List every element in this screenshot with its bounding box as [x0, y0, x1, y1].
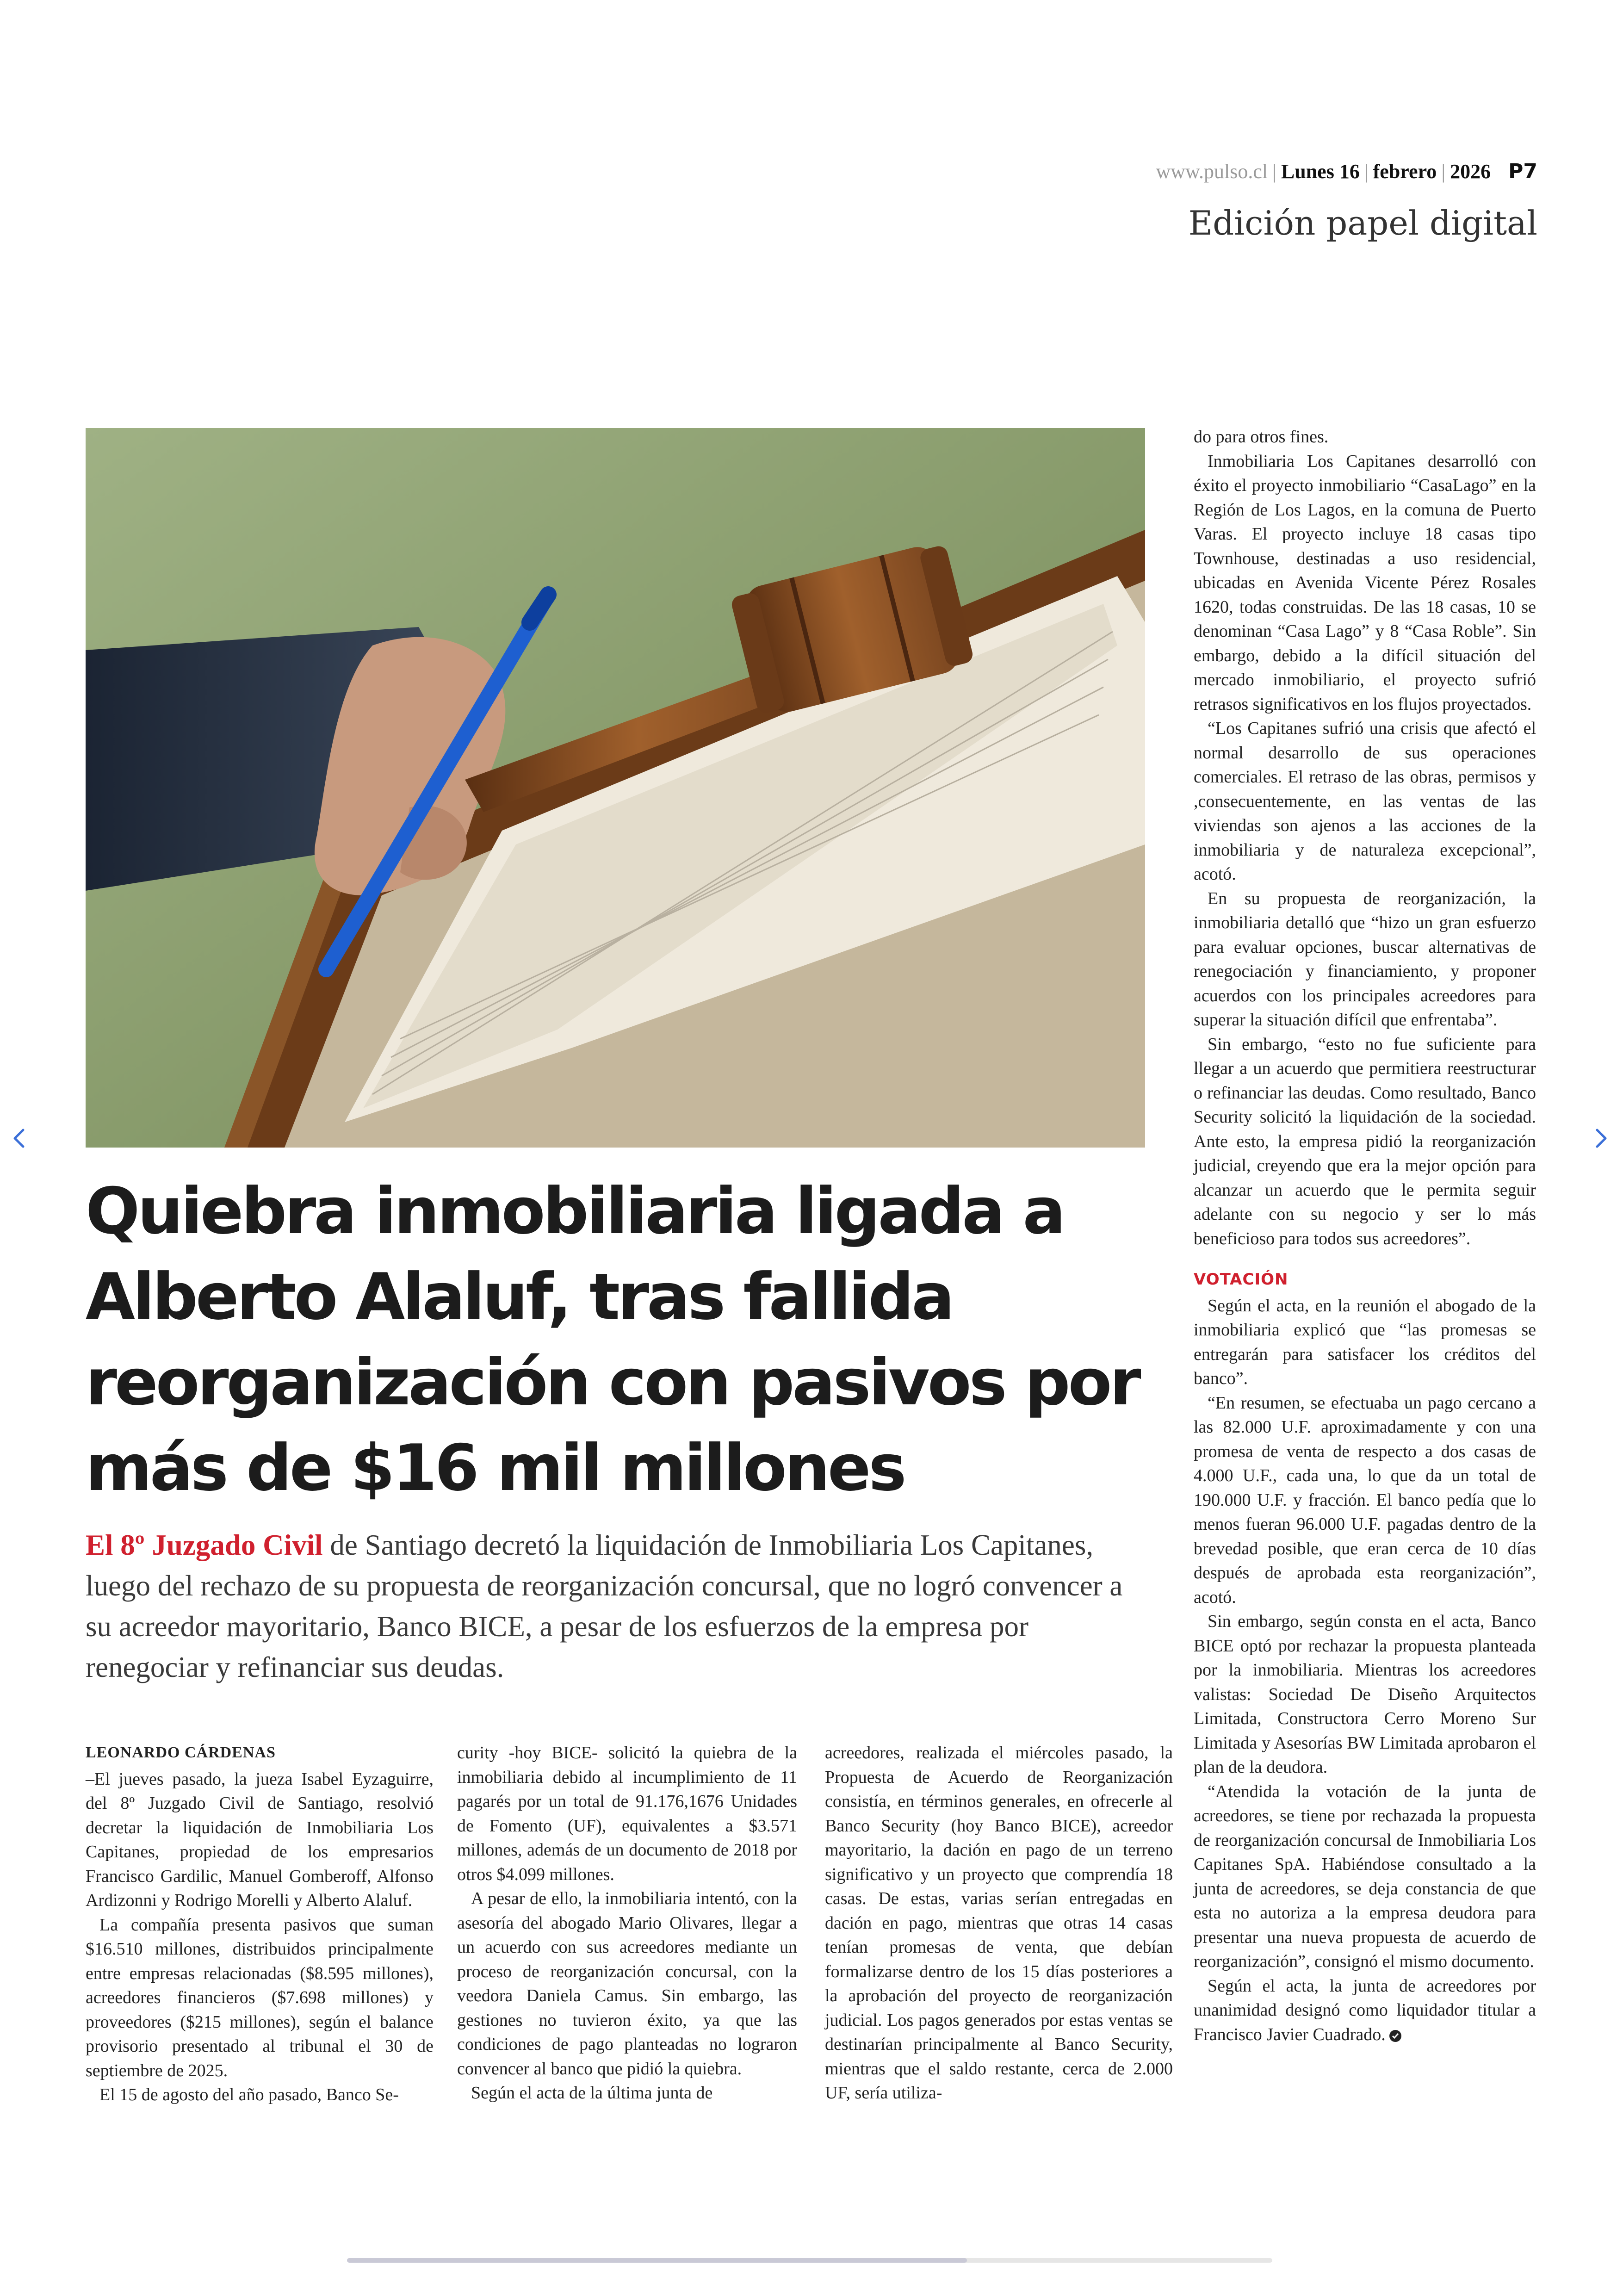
- last-paragraph: [1194, 1974, 1536, 2047]
- headline: Quiebra inmobiliaria ligada a Alberto Alaluf, tras fallida reorganización con pasivos por más de $16 mil millones: [86, 1174, 1139, 1505]
- paragraph-text: Según el acta, la junta de acreedores por unanimidad designó como liquidador titular a Francisco Javier Cuadrado.: [1194, 1976, 1536, 2044]
- paragraph: “Los Capitanes sufrió una crisis que afectó el normal desarrollo de sus operaciones comerciales. El retraso de las obras, permisos y ,consecuentemente, en las ventas de las viviendas son ajenos a las acciones de la inmobiliaria y de naturaleza excepcional”, acotó.: [1194, 719, 1536, 884]
- paragraph: Inmobiliaria Los Capitanes desarrolló con éxito el proyecto inmobiliario “CasaLago” en la Región de Los Lagos, en la comuna de Puerto Varas. El proyecto incluye 18 casas tipo Townhouse, destinadas a uso residencial, ubicadas en Avenida Vicente Pérez Rosales 1620, todas construidas. De las 18 casas, 10 se denominan “Casa Lago” y 8 “Casa Roble”. Sin embargo, debido a la difícil situación del mercado inmobiliario, el proyecto sufrió retrasos significativos en los flujos proyectados.: [1194, 451, 1536, 714]
- paragraph: –El jueves pasado, la jueza Isabel Eyzaguirre, del 8º Juzgado Civil de Santiago, resolvió decretar la liquidación de Inmobiliaria Los Capitanes, propiedad de los empresarios Francisco Gardilic, Manuel Gomberoff, Alfonso Ardizonni y Rodrigo Morelli y Alberto Alaluf.: [86, 1769, 434, 1910]
- gavel-photo: [86, 428, 1145, 1148]
- paragraph: La compañía presenta pasivos que suman $16.510 millones, distribuidos principalmente entre empresas relacionadas ($8.595 millones), acreedores financieros ($7.698 millones) y proveedores ($215 millones), según el balance provisorio presentado al tribunal el 30 de septiembre de 2025.: [86, 1915, 434, 2080]
- prev-page-button[interactable]: [6, 1124, 33, 1152]
- date-year: 2026: [1450, 160, 1491, 183]
- divider: |: [1441, 160, 1446, 183]
- byline: LEONARDO CÁRDENAS: [86, 1744, 276, 1761]
- horizontal-scrollbar-thumb[interactable]: [347, 2258, 967, 2263]
- section-heading: VOTACIÓN: [1194, 1270, 1288, 1289]
- page-number: P7: [1508, 160, 1537, 183]
- paragraph: Según el acta de la última junta de: [471, 2083, 713, 2103]
- date-month: febrero: [1373, 160, 1437, 183]
- date-day: Lunes 16: [1281, 160, 1360, 183]
- body-column-3: [825, 1741, 1173, 2105]
- paragraph: “En resumen, se efectuaba un pago cercano a las 82.000 U.F. aproximadamente y con una promesa de venta de respecto a dos casas de 4.000 U.F., cada una, lo que da un total de 190.000 U.F. y fracción. El banco pedía que lo menos fueran 96.000 U.F. pagadas dentro de la brevedad posible, que eran cerca de 10 días después de aprobada esta reorganización”, acotó.: [1194, 1393, 1536, 1607]
- paragraph: curity -hoy BICE- solicitó la quiebra de la inmobiliaria debido al incumplimiento de 11 pagarés por un total de 91.176,1676 Unidades de Fomento (UF), equivalentes a $3.571 millones, además de un documento de 2018 por otros $4.099 millones.: [457, 1743, 797, 1884]
- paragraph: Sin embargo, “esto no fue suficiente para llegar a un acuerdo que permitiera reestructurar o refinanciar las deudas. Como resultado, Banco Security solicitó la liquidación de la sociedad. Ante esto, la empresa pidió la reorganización judicial, creyendo que era la mejor opción para alcanzar un acuerdo que le permita seguir adelante con su negocio y ser lo más beneficioso para todos sus acreedores”.: [1194, 1034, 1536, 1248]
- masthead: [1156, 160, 1538, 183]
- next-page-button[interactable]: [1587, 1124, 1615, 1152]
- site-url: www.pulso.cl: [1156, 160, 1268, 183]
- body-column-1: [86, 1741, 434, 2107]
- paragraph: En su propuesta de reorganización, la inmobiliaria detalló que “hizo un gran esfuerzo para evaluar opciones, buscar alternativas de renegociación y financiamiento, y proponer acuerdos con los principales acreedores para superar la situación difícil que enfrentaba”.: [1194, 888, 1536, 1030]
- lead-paragraph: [86, 1525, 1145, 1688]
- paragraph: acreedores, realizada el miércoles pasado, la Propuesta de Acuerdo de Reorganización consistía, en términos generales, en ofrecerle al Banco Security (hoy Banco BICE), acreedor mayoritario, la dación en pago de un terreno significativo y un proyecto que comprendía 18 casas. De estas, varias serían entregadas en dación en pago, mientras que otras 14 casas tenían promesas de venta, que debían formalizarse dentro de los 15 días posteriores a la aprobación del proyecto de reorganización judicial. Los pagos generados por estas ventas se destinarían principalmente al Banco Security, mientras que el saldo restante, cerca de 2.000 UF, sería utiliza-: [825, 1743, 1173, 2103]
- paragraph: El 15 de agosto del año pasado, Banco Se-: [99, 2085, 399, 2104]
- divider: |: [1364, 160, 1369, 183]
- body-column-2: [457, 1741, 797, 2105]
- end-mark-icon: [1388, 2029, 1402, 2043]
- paragraph: Según el acta, en la reunión el abogado de la inmobiliaria explicó que “las promesas se entregarán para satisfacer los créditos del banco”.: [1194, 1296, 1536, 1388]
- divider: |: [1272, 160, 1276, 183]
- lead-text: de Santiago decretó la liquidación de Inmobiliaria Los Capitanes, luego del rechazo de su propuesta de reorganización concursal, que no logró convencer a su acreedor mayoritario, Banco BICE, a pesar de los esfuerzos de la empresa por renegociar y refinanciar sus deudas.: [86, 1529, 1123, 1683]
- paragraph: do para otros fines.: [1194, 427, 1329, 447]
- paragraph: “Atendida la votación de la junta de acreedores, se tiene por rechazada la propuesta de reorganización concursal de Inmobiliaria Los Capitanes SpA. Habiéndose consultado a la junta de acreedores, se deja constancia de que esta no autoriza a la empresa deudora para presentar una nueva propuesta de acuerdo de reorganización”, consignó el mismo documento.: [1194, 1781, 1536, 1971]
- paragraph: Sin embargo, según consta en el acta, Banco BICE optó por rechazar la propuesta planteada por la inmobiliaria. Mientras los acreedores valistas: Sociedad De Diseño Arquitectos Limitada, Constructora Cerro Moreno Sur Limitada y Asesorías BW Limitada aprobaron el plan de la deudora.: [1194, 1612, 1536, 1777]
- body-column-4: [1194, 425, 1536, 2047]
- edition-label: Edición papel digital: [1188, 204, 1537, 242]
- chevron-right-icon: [1587, 1124, 1615, 1152]
- lead-highlight: El 8º Juzgado Civil: [86, 1529, 323, 1561]
- chevron-left-icon: [6, 1124, 33, 1152]
- paragraph: A pesar de ello, la inmobiliaria intentó, con la asesoría del abogado Mario Olivares, llegar a un acuerdo con sus acreedores mediante un proceso de reorganización concursal, con la veedora Daniela Camus. Sin embargo, las gestiones no tuvieron éxito, ya que las condiciones de pago planteadas no lograron convencer al banco que pidió la quiebra.: [457, 1889, 797, 2079]
